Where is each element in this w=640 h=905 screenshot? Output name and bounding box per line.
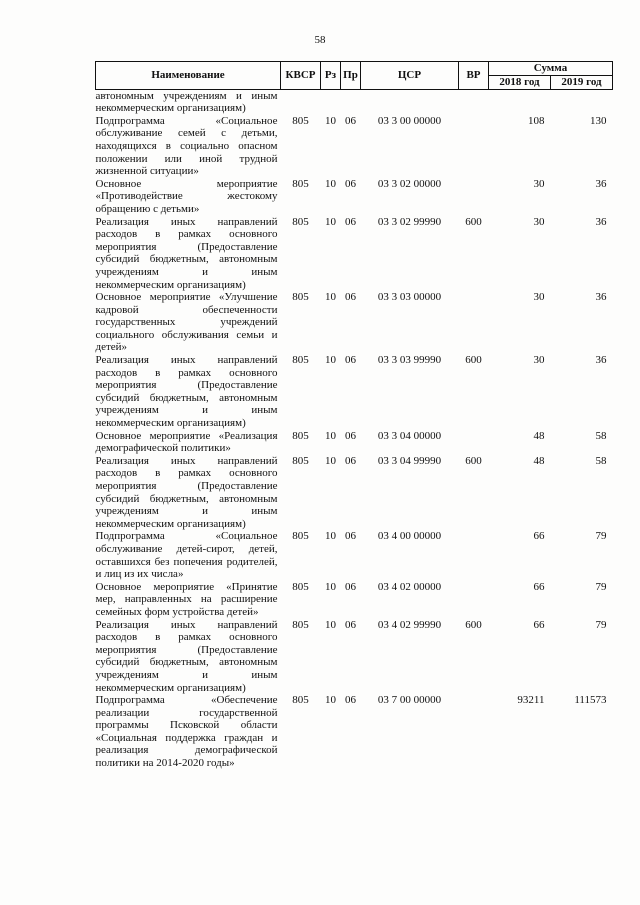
row-csr: 03 3 03 00000 (377, 291, 442, 304)
row-pr: 06 (345, 580, 356, 593)
row-vr: 600 (465, 618, 482, 631)
row-csr: 03 3 02 99990 (377, 215, 442, 228)
header-vr: ВР (459, 62, 489, 90)
row-csr: 03 3 00 00000 (377, 114, 442, 127)
row-amount-2018: 30 (533, 177, 545, 190)
table-row (96, 115, 613, 178)
row-rz: 10 (325, 454, 336, 467)
row-kvsr: 805 (292, 580, 309, 593)
row-pr: 06 (345, 454, 356, 467)
row-name: Реализация иных направлений расходов в рамках основного мероприятия (Предоставление субсидий бюджетным, автономным учреждениям и иным некоммерческим организациям) (95, 354, 278, 430)
row-name: Подпрограмма «Обеспечение реализации государственной программы Псковской области «Социальная поддержка граждан и реализация демографической политики на 2014-2020 годы» (95, 694, 278, 770)
table-header (96, 62, 613, 90)
row-amount-2018: 30 (533, 215, 545, 228)
row-csr: 03 3 03 99990 (377, 354, 442, 367)
row-rz: 10 (325, 580, 336, 593)
header-sum: Сумма (489, 62, 613, 76)
row-pr: 06 (345, 114, 356, 127)
row-amount-2018: 66 (533, 618, 545, 631)
row-name: Реализация иных направлений расходов в рамках основного мероприятия (Предоставление субсидий бюджетным, автономным учреждениям и иным некоммерческим организациям) (95, 454, 278, 530)
row-name: Основное мероприятие «Улучшение кадровой обеспеченности государственных учреждений социального обслуживания семьи и детей» (95, 291, 278, 354)
row-amount-2019: 79 (595, 618, 607, 631)
row-csr: 03 4 00 00000 (377, 530, 442, 543)
row-pr: 06 (345, 429, 356, 442)
table-row (96, 694, 613, 770)
row-rz: 10 (325, 694, 336, 707)
row-name: Реализация иных направлений расходов в рамках основного мероприятия (Предоставление субсидий бюджетным, автономным учреждениям и иным некоммерческим организациям) (95, 215, 278, 291)
row-name: Основное мероприятие «Реализация демографической политики» (95, 429, 278, 455)
row-pr: 06 (345, 694, 356, 707)
table-row (96, 430, 613, 455)
row-amount-2018: 48 (533, 454, 545, 467)
header-rz: Рз (321, 62, 341, 90)
row-vr: 600 (465, 354, 482, 367)
header-2019: 2019 год (551, 76, 613, 90)
table-row (96, 530, 613, 580)
row-pr: 06 (345, 618, 356, 631)
row-pr: 06 (345, 530, 356, 543)
table-row (96, 178, 613, 216)
row-rz: 10 (325, 215, 336, 228)
row-name: Основное мероприятие «Принятие мер, направленных на расширение семейных форм устройства детей» (95, 580, 278, 618)
row-amount-2018: 93211 (517, 694, 545, 707)
row-amount-2018 (489, 89, 551, 115)
row-vr (459, 430, 489, 455)
row-kvsr: 805 (292, 694, 309, 707)
row-pr (341, 89, 361, 115)
row-rz: 10 (325, 429, 336, 442)
row-pr: 06 (345, 215, 356, 228)
row-kvsr: 805 (292, 530, 309, 543)
header-kvsr: КВСР (281, 62, 321, 90)
row-vr (459, 530, 489, 580)
row-amount-2019: 36 (595, 354, 607, 367)
row-amount-2018: 108 (528, 114, 545, 127)
row-name: автономным учреждениям и иным некоммерческим организациям) (95, 89, 278, 115)
row-name: Подпрограмма «Социальное обслуживание семей с детьми, находящихся в социально опасном положении или иной трудной жизненной ситуации» (95, 114, 278, 178)
table-row (96, 455, 613, 531)
row-rz: 10 (325, 291, 336, 304)
row-vr (459, 581, 489, 619)
row-kvsr: 805 (292, 429, 309, 442)
row-amount-2018: 66 (533, 580, 545, 593)
row-vr (459, 89, 489, 115)
table-row (96, 291, 613, 354)
row-rz: 10 (325, 354, 336, 367)
row-kvsr: 805 (292, 215, 309, 228)
row-csr: 03 3 02 00000 (377, 177, 442, 190)
row-pr: 06 (345, 354, 356, 367)
row-kvsr (281, 89, 321, 115)
row-amount-2019 (551, 89, 613, 115)
row-kvsr: 805 (292, 354, 309, 367)
table-row (96, 581, 613, 619)
row-name: Реализация иных направлений расходов в рамках основного мероприятия (Предоставление субсидий бюджетным, автономным учреждениям и иным некоммерческим организациям) (95, 618, 278, 694)
row-amount-2018: 30 (533, 354, 545, 367)
table-row (96, 216, 613, 292)
row-amount-2019: 58 (595, 429, 607, 442)
row-amount-2019: 130 (590, 114, 607, 127)
row-name: Подпрограмма «Социальное обслуживание детей-сирот, детей, оставшихся без попечения родителей, и лиц из их числа» (95, 530, 278, 581)
row-vr (459, 115, 489, 178)
row-amount-2019: 58 (595, 454, 607, 467)
page-number: 58 (314, 34, 326, 46)
row-rz: 10 (325, 114, 336, 127)
header-csr: ЦСР (361, 62, 459, 90)
row-kvsr: 805 (292, 291, 309, 304)
header-pr: Пр (341, 62, 361, 90)
row-kvsr: 805 (292, 177, 309, 190)
header-name: Наименование (96, 62, 281, 90)
row-kvsr: 805 (292, 454, 309, 467)
row-amount-2018: 66 (533, 530, 545, 543)
row-amount-2019: 79 (595, 530, 607, 543)
row-rz (321, 89, 341, 115)
row-amount-2018: 48 (533, 429, 545, 442)
budget-table (95, 61, 613, 770)
row-csr: 03 7 00 00000 (377, 694, 442, 707)
header-2018: 2018 год (489, 76, 551, 90)
row-amount-2019: 36 (595, 291, 607, 304)
row-kvsr: 805 (292, 114, 309, 127)
row-vr (459, 694, 489, 770)
row-rz: 10 (325, 530, 336, 543)
row-vr (459, 178, 489, 216)
row-csr: 03 3 04 00000 (377, 429, 442, 442)
row-name: Основное мероприятие «Противодействие жестокому обращению с детьми» (95, 177, 278, 215)
table-row (96, 89, 613, 115)
row-amount-2019: 36 (595, 177, 607, 190)
row-rz: 10 (325, 618, 336, 631)
row-vr (459, 291, 489, 354)
row-amount-2019: 36 (595, 215, 607, 228)
row-pr: 06 (345, 177, 356, 190)
row-kvsr: 805 (292, 618, 309, 631)
row-amount-2018: 30 (533, 291, 545, 304)
table-row (96, 619, 613, 695)
row-csr (361, 89, 459, 115)
row-vr: 600 (465, 215, 482, 228)
table-body (96, 89, 613, 770)
row-csr: 03 3 04 99990 (377, 454, 442, 467)
row-csr: 03 4 02 00000 (377, 580, 442, 593)
row-pr: 06 (345, 291, 356, 304)
row-rz: 10 (325, 177, 336, 190)
row-csr: 03 4 02 99990 (377, 618, 442, 631)
table-row (96, 354, 613, 430)
row-vr: 600 (465, 454, 482, 467)
row-amount-2019: 79 (595, 580, 607, 593)
row-amount-2019: 111573 (574, 694, 607, 707)
